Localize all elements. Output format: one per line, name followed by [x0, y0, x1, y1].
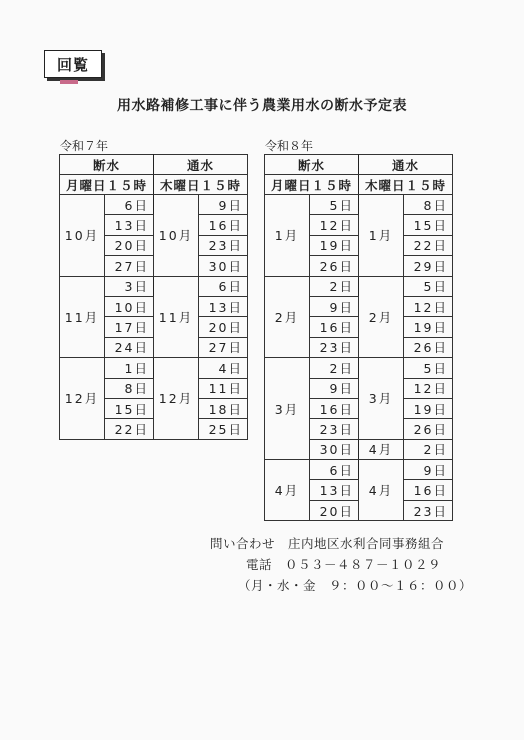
stop-month-cell: 4月: [265, 460, 310, 521]
right-era-label: 令和８年: [265, 139, 314, 153]
contact-org: 庄内地区水利合同事務組合: [288, 536, 445, 551]
stop-day-cell: 20日: [310, 500, 359, 520]
tel-number: ０５３－４８７－１０２９: [285, 557, 442, 572]
header-stop: 断水: [60, 155, 154, 175]
table-row: [265, 358, 453, 378]
flow-day-cell: 18日: [199, 398, 248, 418]
contact-label: 問い合わせ: [210, 536, 276, 551]
stop-month-cell: 10月: [60, 195, 105, 277]
flow-day-cell: 23日: [199, 235, 248, 255]
flow-month-cell: 12月: [154, 358, 199, 440]
flow-day-cell: 20日: [199, 317, 248, 337]
stop-month-cell: 12月: [60, 358, 105, 440]
stop-day-cell: 23日: [310, 337, 359, 357]
flow-day-cell: 16日: [404, 480, 453, 500]
stop-day-cell: 9日: [310, 296, 359, 316]
stop-day-cell: 12日: [310, 215, 359, 235]
flow-day-cell: 9日: [404, 460, 453, 480]
stop-day-cell: 15日: [105, 398, 154, 418]
stop-day-cell: 2日: [310, 358, 359, 378]
table-row: [265, 276, 453, 296]
flow-month-cell: 4月: [359, 460, 404, 521]
header-flow: 通水: [359, 155, 453, 175]
stop-day-cell: 13日: [105, 215, 154, 235]
stop-day-cell: 30日: [310, 439, 359, 459]
stop-day-cell: 3日: [105, 276, 154, 296]
flow-month-cell: 3月: [359, 358, 404, 440]
stop-day-cell: 24日: [105, 337, 154, 357]
flow-day-cell: 15日: [404, 215, 453, 235]
stop-day-cell: 10日: [105, 296, 154, 316]
stop-day-cell: 8日: [105, 378, 154, 398]
stop-day-cell: 13日: [310, 480, 359, 500]
flow-day-cell: 19日: [404, 398, 453, 418]
flow-day-cell: 2日: [404, 439, 453, 459]
header-flow-sub: 木曜日１５時: [154, 175, 248, 195]
flow-day-cell: 23日: [404, 500, 453, 520]
stop-day-cell: 27日: [105, 256, 154, 276]
flow-day-cell: 13日: [199, 296, 248, 316]
table-row: [265, 195, 453, 215]
contact-block: [210, 533, 472, 596]
stop-month-cell: 11月: [60, 276, 105, 358]
stop-day-cell: 17日: [105, 317, 154, 337]
flow-day-cell: 4日: [199, 358, 248, 378]
stop-day-cell: 23日: [310, 419, 359, 439]
circular-badge: 回覧: [44, 50, 102, 78]
contact-tel-row: [210, 554, 472, 575]
flow-day-cell: 16日: [199, 215, 248, 235]
stop-day-cell: 22日: [105, 419, 154, 439]
stop-day-cell: 6日: [105, 195, 154, 215]
flow-day-cell: 11日: [199, 378, 248, 398]
tel-label: 電話: [246, 557, 273, 572]
stop-month-cell: 3月: [265, 358, 310, 460]
stop-day-cell: 20日: [105, 235, 154, 255]
flow-day-cell: 8日: [404, 195, 453, 215]
contact-org-row: [210, 533, 472, 554]
stop-day-cell: 19日: [310, 235, 359, 255]
stop-day-cell: 2日: [310, 276, 359, 296]
table-row: [265, 460, 453, 480]
header-flow-sub: 木曜日１５時: [359, 175, 453, 195]
flow-day-cell: 5日: [404, 358, 453, 378]
stop-month-cell: 2月: [265, 276, 310, 358]
page-title: 用水路補修工事に伴う農業用水の断水予定表: [117, 98, 407, 114]
table-row: [60, 276, 248, 296]
flow-day-cell: 12日: [404, 378, 453, 398]
flow-day-cell: 19日: [404, 317, 453, 337]
stop-day-cell: 5日: [310, 195, 359, 215]
flow-day-cell: 30日: [199, 256, 248, 276]
schedule-table-r8: [264, 154, 453, 521]
flow-day-cell: 27日: [199, 337, 248, 357]
flow-month-cell: 2月: [359, 276, 404, 358]
stop-day-cell: 6日: [310, 460, 359, 480]
header-stop-sub: 月曜日１５時: [265, 175, 359, 195]
header-stop-sub: 月曜日１５時: [60, 175, 154, 195]
stop-day-cell: 16日: [310, 317, 359, 337]
flow-month-cell: 10月: [154, 195, 199, 277]
flow-day-cell: 26日: [404, 337, 453, 357]
flow-day-cell: 12日: [404, 296, 453, 316]
highlight-mark: [60, 80, 78, 84]
flow-month-cell: 4月: [359, 439, 404, 459]
header-flow: 通水: [154, 155, 248, 175]
table-row: [60, 358, 248, 378]
stop-day-cell: 1日: [105, 358, 154, 378]
flow-day-cell: 5日: [404, 276, 453, 296]
stop-month-cell: 1月: [265, 195, 310, 277]
flow-month-cell: 1月: [359, 195, 404, 277]
table-row: [60, 195, 248, 215]
flow-day-cell: 6日: [199, 276, 248, 296]
flow-day-cell: 22日: [404, 235, 453, 255]
flow-day-cell: 25日: [199, 419, 248, 439]
schedule-table-r7: [59, 154, 248, 440]
flow-day-cell: 9日: [199, 195, 248, 215]
flow-month-cell: 11月: [154, 276, 199, 358]
flow-day-cell: 26日: [404, 419, 453, 439]
stop-day-cell: 9日: [310, 378, 359, 398]
flow-day-cell: 29日: [404, 256, 453, 276]
left-era-label: 令和７年: [60, 139, 109, 153]
contact-hours: （月・水・金 ９：００～１６：００）: [238, 578, 473, 593]
header-stop: 断水: [265, 155, 359, 175]
stop-day-cell: 16日: [310, 398, 359, 418]
stop-day-cell: 26日: [310, 256, 359, 276]
